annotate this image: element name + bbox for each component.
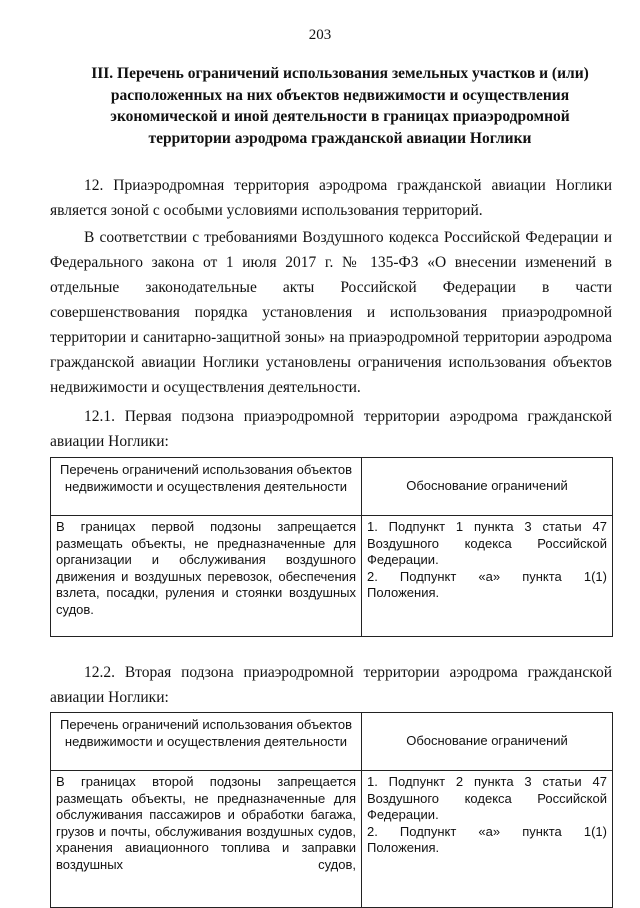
- header-basis: Обоснование ограничений: [362, 458, 613, 516]
- section-title: III. Перечень ограничений использования земельных участков и (или) расположенных на них объектов недвижимости и осуществления экономической и иной деятельности в границах приаэродромной территории аэродрома гражданской авиации Ноглики: [91, 65, 589, 147]
- basis-item-2: 2. Подпункт «а» пункта 1(1) Положения.: [367, 823, 607, 855]
- table-row: [51, 771, 613, 908]
- basis-item-1: 1. Подпункт 1 пункта 3 статьи 47 Воздушного кодекса Российской Федерации.: [367, 519, 607, 567]
- paragraph-12-1: 12.1. Первая подзона приаэродромной территории аэродрома гражданской авиации Ноглики:: [50, 408, 612, 450]
- paragraph-legal-basis: В соответствии с требованиями Воздушного кодекса Российской Федерации и Федерального закона от 1 июля 2017 г. № 135-ФЗ «О внесении изменений в отдельные законодательные акты Российской Федерации в части совершенствования порядка установления и использования приаэродромной территории и санитарно-защитной зоны» на приаэродромной территории аэродрома гражданской авиации Ноглики установлены ограничения использования объектов недвижимости и осуществления деятельности.: [50, 229, 612, 396]
- basis-cell: [362, 516, 613, 637]
- header-restrictions: Перечень ограничений использования объектов недвижимости и осуществления деятельности: [51, 713, 362, 771]
- page-number: 203: [308, 27, 332, 43]
- restrictions-table-subzone-2: [50, 712, 613, 908]
- table-header-row: [51, 458, 613, 516]
- basis-cell: [362, 771, 613, 908]
- header-basis: Обоснование ограничений: [362, 713, 613, 771]
- restriction-cell: В границах первой подзоны запрещается размещать объекты, не предназначенные для организации и обслуживания воздушного движения и воздушных перевозок, обеспечения взлета, посадки, руления и стоянки воздушных судов.: [51, 516, 362, 637]
- paragraph-12-2: 12.2. Вторая подзона приаэродромной территории аэродрома гражданской авиации Ноглики:: [50, 664, 612, 706]
- paragraph-12: 12. Приаэродромная территория аэродрома гражданской авиации Ноглики является зоной с особыми условиями использования территорий.: [50, 177, 612, 219]
- basis-item-1: 1. Подпункт 2 пункта 3 статьи 47 Воздушного кодекса Российской Федерации.: [367, 774, 607, 822]
- restrictions-table-subzone-1: [50, 457, 613, 637]
- restriction-cell: В границах второй подзоны запрещается размещать объекты, не предназначенные для обслуживания пассажиров и обработки багажа, грузов и почты, обслуживания воздушных судов, хранения авиационного топлива и заправки воздушных судов,: [51, 771, 362, 908]
- table-row: [51, 516, 613, 637]
- basis-item-2: 2. Подпункт «а» пункта 1(1) Положения.: [367, 568, 607, 600]
- table-header-row: [51, 713, 613, 771]
- header-restrictions: Перечень ограничений использования объектов недвижимости и осуществления деятельности: [51, 458, 362, 516]
